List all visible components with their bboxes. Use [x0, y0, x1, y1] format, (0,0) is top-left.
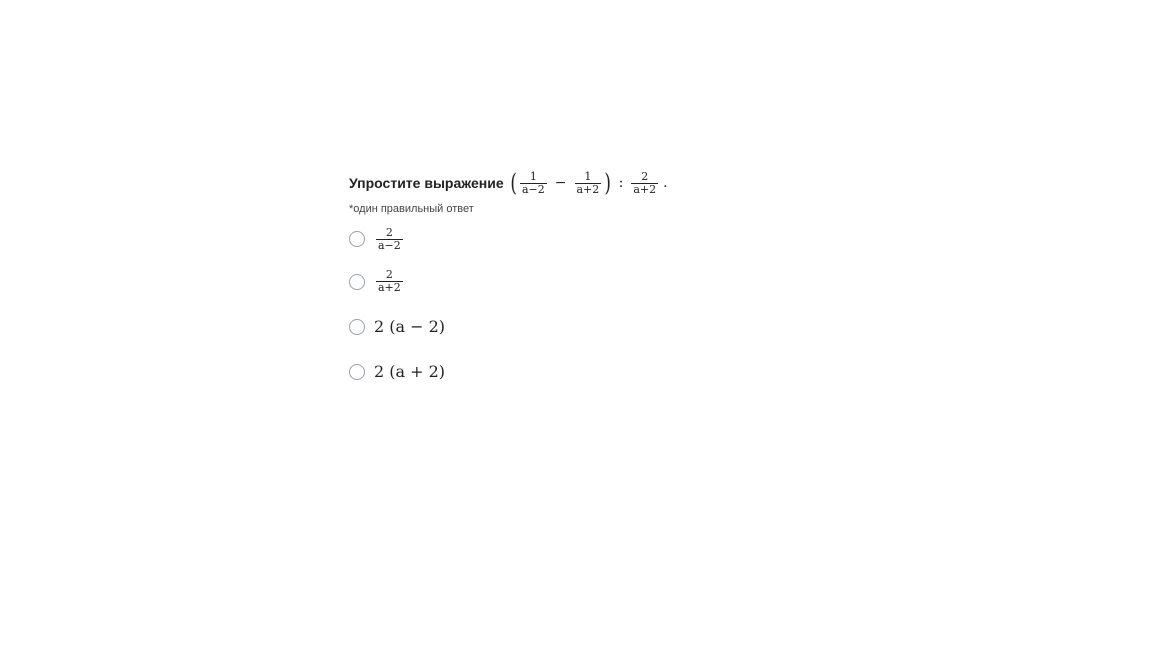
fraction-3-denominator: a+2 [633, 182, 657, 196]
option-1-fraction [376, 227, 403, 252]
option-1-denominator: a−2 [378, 238, 401, 252]
question-expression [509, 171, 668, 196]
option-2-denominator: a+2 [378, 281, 401, 294]
open-paren: ( [510, 169, 517, 197]
radio-button[interactable] [349, 364, 365, 380]
option-2-fraction [376, 269, 403, 294]
answer-option-4[interactable] [349, 349, 668, 394]
question-block [349, 166, 668, 394]
division-colon: : [618, 175, 624, 191]
answer-option-3[interactable] [349, 304, 668, 349]
close-paren: ) [604, 169, 612, 197]
minus-sign: − [554, 175, 567, 191]
fraction-1-denominator: a−2 [521, 182, 545, 196]
radio-button[interactable] [349, 274, 365, 290]
fraction-2-numerator: 1 [584, 169, 592, 183]
option-2-numerator: 2 [385, 268, 393, 281]
fraction-3 [631, 171, 658, 196]
fraction-3-numerator: 2 [641, 169, 649, 183]
question-line [349, 166, 668, 200]
option-1-numerator: 2 [385, 225, 393, 239]
fraction-1 [520, 171, 547, 196]
question-prompt: Упростите выражение [349, 175, 504, 191]
fraction-2 [575, 171, 602, 196]
option-3-expression: 2 (a − 2) [374, 317, 446, 336]
period: . [663, 175, 668, 191]
radio-button[interactable] [349, 231, 365, 247]
option-4-expression: 2 (a + 2) [374, 362, 446, 381]
answer-options [349, 219, 668, 394]
fraction-1-numerator: 1 [529, 169, 537, 183]
radio-button[interactable] [349, 319, 365, 335]
answer-option-2[interactable] [349, 259, 668, 304]
fraction-2-denominator: a+2 [576, 182, 600, 196]
answer-option-1[interactable] [349, 219, 668, 259]
answer-hint: *один правильный ответ [349, 203, 474, 215]
